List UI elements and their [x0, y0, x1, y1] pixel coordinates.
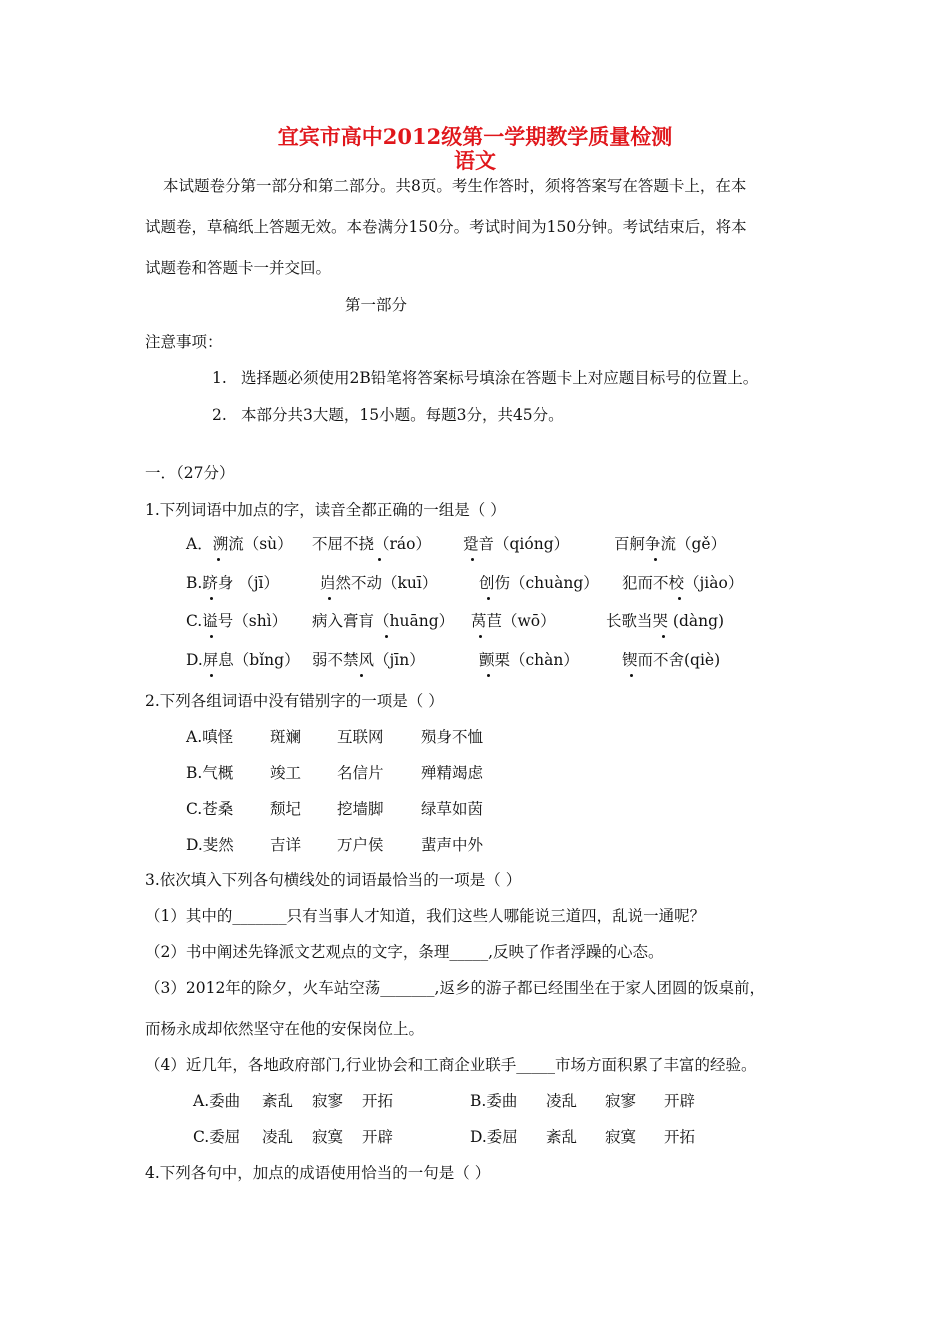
- q3-c-1: C.委屈: [193, 1128, 241, 1146]
- q2-b-2: 竣工: [270, 764, 302, 782]
- q1-c-2: 病入膏肓（huāng）: [312, 612, 455, 630]
- emphasis-dot: [662, 635, 665, 638]
- q1-c-1: C.谥号（shì）: [186, 612, 288, 630]
- q2-c-4: 绿草如茵: [421, 800, 484, 818]
- q2-d-3: 万户侯: [337, 836, 384, 854]
- q1-b-2: 岿然不动（kuī）: [320, 574, 438, 592]
- q3-item-4: （4）近几年，各地政府部门,行业协会和工商企业联手_____市场方面积累了丰富的经验。: [145, 1056, 757, 1074]
- q3-b-3: 寂寥: [605, 1092, 637, 1110]
- q3-a-2: 紊乱: [262, 1092, 294, 1110]
- q2-a-2: 斑斓: [270, 728, 302, 746]
- section-one-heading: 一．（27分）: [145, 464, 235, 482]
- emphasis-dot: [479, 635, 482, 638]
- note-2-text: 本部分共3大题，15小题。每题3分，共45分。: [241, 406, 564, 424]
- q3-d-1: D.委屈: [470, 1128, 518, 1146]
- emphasis-dot: [630, 674, 633, 677]
- emphasis-dot: [210, 597, 213, 600]
- emphasis-dot: [678, 597, 681, 600]
- q2-c-2: 颓圮: [270, 800, 302, 818]
- exam-title: 宜宾市高中2012级第一学期教学质量检测: [277, 124, 673, 149]
- part-label: 第一部分: [345, 296, 408, 314]
- q3-c-4: 开辟: [362, 1128, 394, 1146]
- q3-d-2: 紊乱: [546, 1128, 578, 1146]
- emphasis-dot: [487, 597, 490, 600]
- q2-d-1: D.斐然: [186, 836, 234, 854]
- emphasis-dot: [378, 558, 381, 561]
- q1-a-1: A．溯流（sù）: [186, 535, 293, 553]
- q3-a-1: A.委曲: [193, 1092, 241, 1110]
- q3-item-3-continued: 而杨永成却依然坚守在他的安保岗位上。: [145, 1020, 425, 1038]
- q2-c-3: 挖墙脚: [337, 800, 384, 818]
- q3-a-4: 开拓: [362, 1092, 394, 1110]
- q2-c-1: C.苍桑: [186, 800, 234, 818]
- q3-b-1: B.委曲: [470, 1092, 518, 1110]
- q2-stem: 2.下列各组词语中没有错别字的一项是（ ）: [145, 692, 444, 710]
- q4-stem: 4.下列各句中，加点的成语使用恰当的一句是（ ）: [145, 1164, 491, 1182]
- note-1-text: 选择题必须使用2B铅笔将答案标号填涂在答题卡上对应题目标号的位置上。: [241, 369, 759, 387]
- q3-a-3: 寂寥: [312, 1092, 344, 1110]
- q2-b-1: B.气概: [186, 764, 234, 782]
- q1-d-3: 颤栗（chàn）: [479, 651, 579, 669]
- q1-b-1: B.跻身 （jī）: [186, 574, 280, 592]
- q2-b-3: 名信片: [337, 764, 384, 782]
- q1-c-3: 莴苣（wō）: [471, 612, 556, 630]
- subject-title: 语文: [454, 148, 496, 173]
- q3-d-3: 寂寞: [605, 1128, 637, 1146]
- q3-b-4: 开辟: [664, 1092, 696, 1110]
- q1-stem: 1.下列词语中加点的字，读音全都正确的一组是（ ）: [145, 501, 506, 519]
- q2-d-2: 吉详: [270, 836, 302, 854]
- emphasis-dot: [217, 558, 220, 561]
- q2-a-1: A.嗔怪: [186, 728, 234, 746]
- intro-line-1: 本试题卷分第一部分和第二部分。共8页。考生作答时，须将答案写在答题卡上，在本: [163, 177, 747, 195]
- q1-c-4: 长歌当哭 (dàng): [606, 612, 725, 630]
- note-2-number: 2.: [212, 406, 227, 424]
- q3-b-2: 凌乱: [546, 1092, 578, 1110]
- q3-c-3: 寂寞: [312, 1128, 344, 1146]
- q3-c-2: 凌乱: [262, 1128, 294, 1146]
- emphasis-dot: [471, 558, 474, 561]
- q2-d-4: 蜚声中外: [421, 836, 484, 854]
- emphasis-dot: [210, 635, 213, 638]
- q1-a-2: 不屈不挠（ráo）: [312, 535, 431, 553]
- emphasis-dot: [210, 674, 213, 677]
- notes-heading: 注意事项：: [145, 333, 223, 351]
- q3-item-1: （1）其中的_______只有当事人才知道，我们这些人哪能说三道四，乱说一通呢？: [145, 907, 706, 925]
- q3-item-2: （2）书中阐述先锋派文艺观点的文字，条理_____,反映了作者浮躁的心态。: [145, 943, 664, 961]
- emphasis-dot: [360, 674, 363, 677]
- q1-a-4: 百舸争流（gě）: [614, 535, 727, 553]
- q2-a-4: 殒身不恤: [421, 728, 484, 746]
- q1-a-3: 跫音（qióng）: [463, 535, 570, 553]
- q3-stem: 3.依次填入下列各句横线处的词语最恰当的一项是（ ）: [145, 871, 522, 889]
- q2-b-4: 殚精竭虑: [421, 764, 484, 782]
- emphasis-dot: [487, 674, 490, 677]
- emphasis-dot: [328, 597, 331, 600]
- q1-b-4: 犯而不校（jiào）: [622, 574, 744, 592]
- q1-d-2: 弱不禁风（jīn）: [312, 651, 425, 669]
- emphasis-dot: [654, 558, 657, 561]
- intro-line-2: 试题卷，草稿纸上答题无效。本卷满分150分。考试时间为150分钟。考试结束后，将本: [145, 218, 747, 236]
- q3-item-3: （3）2012年的除夕，火车站空荡_______,返乡的游子都已经围坐在于家人团圆的饭桌前，: [145, 979, 765, 997]
- q2-a-3: 互联网: [337, 728, 384, 746]
- q1-d-1: D.屏息（bǐng）: [186, 651, 300, 669]
- q1-b-3: 创伤（chuàng）: [479, 574, 599, 592]
- q1-d-4: 锲而不舍(qiè): [622, 651, 721, 669]
- intro-line-3: 试题卷和答题卡一并交回。: [145, 259, 332, 277]
- q3-d-4: 开拓: [664, 1128, 696, 1146]
- note-1-number: 1.: [212, 369, 227, 387]
- emphasis-dot: [385, 635, 388, 638]
